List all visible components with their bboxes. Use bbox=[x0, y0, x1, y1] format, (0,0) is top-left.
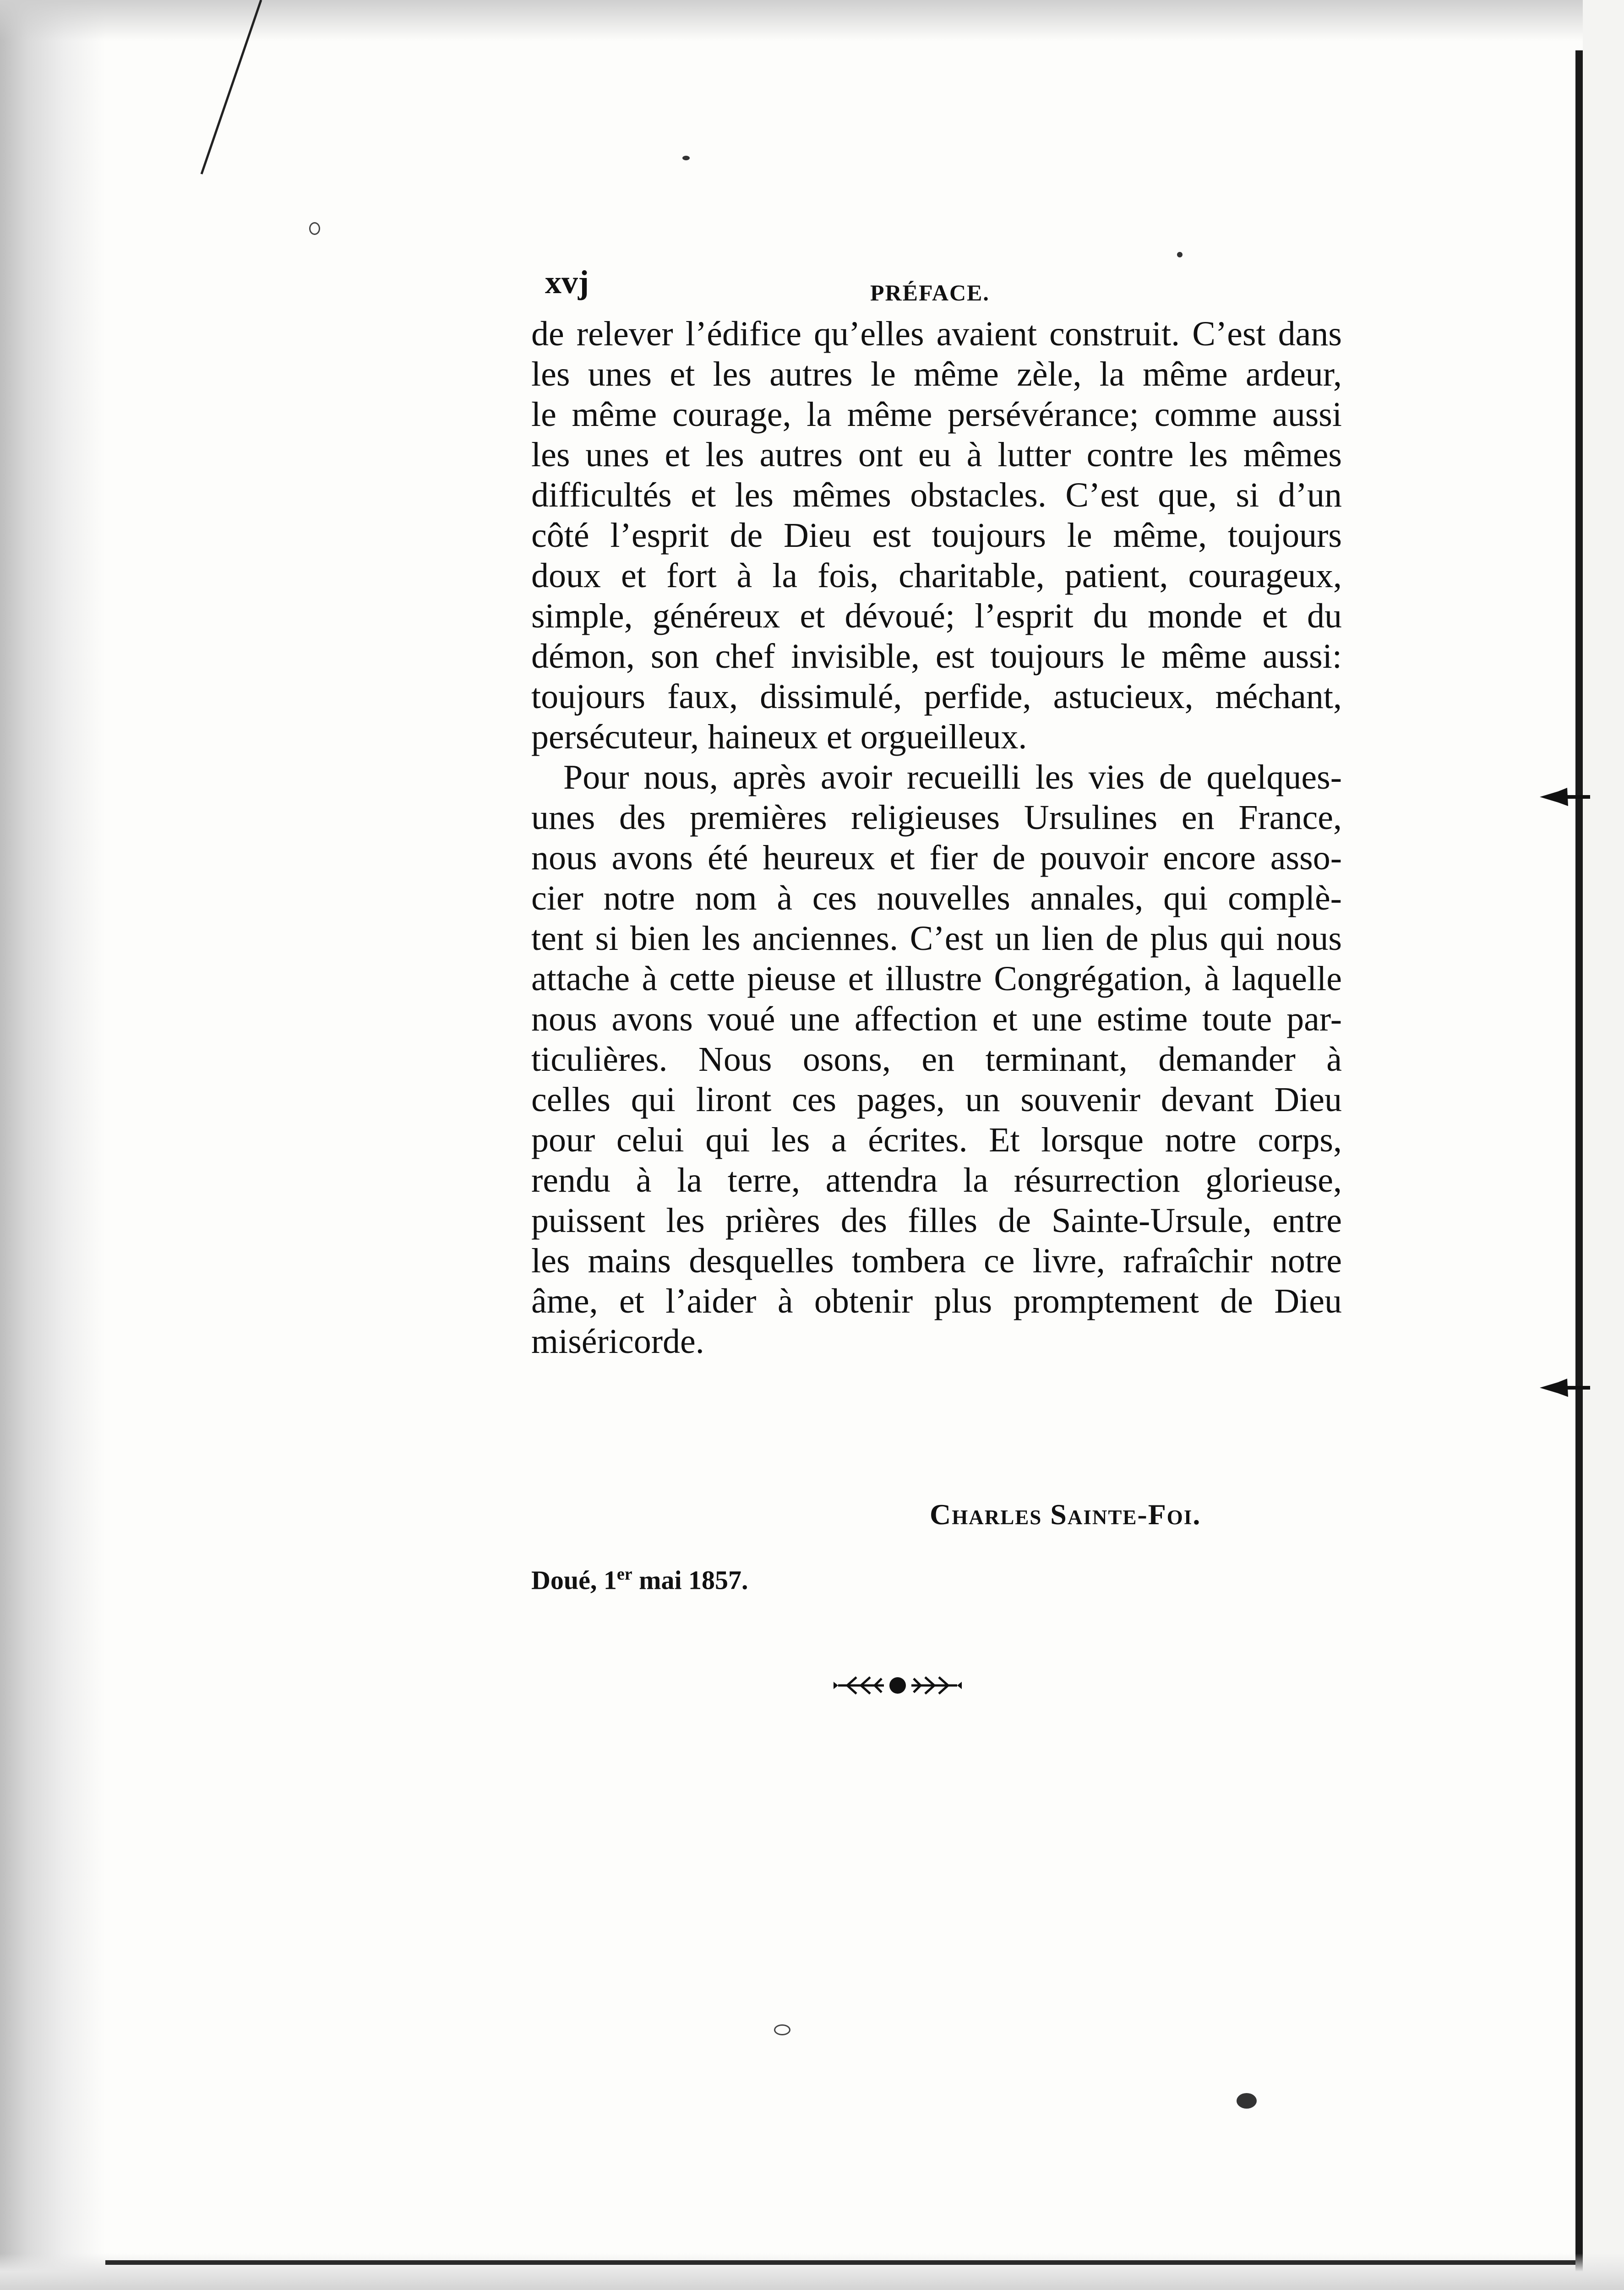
scan-right-border bbox=[1575, 50, 1583, 2276]
fleuron-ornament bbox=[834, 1672, 962, 1699]
text-line: ticulières. Nous osons, en terminant, demander à bbox=[531, 1040, 1342, 1079]
ink-speck bbox=[309, 222, 320, 235]
scan-right-margin bbox=[1583, 0, 1624, 2290]
ink-speck bbox=[1177, 252, 1183, 257]
text-line: miséricorde. bbox=[531, 1322, 704, 1361]
text-line: âme, et l’aider à obtenir plus promptement de Dieu bbox=[531, 1282, 1342, 1320]
scan-left-edge bbox=[0, 0, 105, 2290]
dateline-date: mai 1857. bbox=[632, 1565, 748, 1595]
paragraph-1 bbox=[531, 314, 1342, 757]
text-line: doux et fort à la fois, charitable, patient, courageux, bbox=[531, 556, 1342, 595]
text-line: côté l’esprit de Dieu est toujours le même, toujours bbox=[531, 516, 1342, 555]
ink-speck bbox=[1237, 2093, 1257, 2109]
binding-clip-mark bbox=[1540, 788, 1590, 806]
text-line: puissent les prières des filles de Sainte-Ursule, entre bbox=[531, 1201, 1342, 1240]
text-line: démon, son chef invisible, est toujours le même aussi: bbox=[531, 637, 1342, 676]
text-line: cier notre nom à ces nouvelles annales, qui complè- bbox=[531, 879, 1342, 917]
dateline-place: Doué, 1 bbox=[531, 1565, 617, 1595]
text-line: le même courage, la même persévérance; comme aussi bbox=[531, 395, 1342, 434]
text-line: tent si bien les anciennes. C’est un lien de plus qui nous bbox=[531, 919, 1342, 958]
binding-clip-mark bbox=[1540, 1379, 1590, 1397]
text-line: les unes et les autres ont eu à lutter contre les mêmes bbox=[531, 436, 1342, 474]
text-line: pour celui qui les a écrites. Et lorsque notre corps, bbox=[531, 1121, 1342, 1159]
ink-speck bbox=[774, 2024, 790, 2035]
page-folio: xvj bbox=[545, 264, 589, 300]
text-line: celles qui liront ces pages, un souvenir devant Dieu bbox=[531, 1080, 1342, 1119]
body-text bbox=[531, 314, 1342, 1362]
paragraph-2 bbox=[531, 757, 1342, 1362]
text-line: nous avons été heureux et fier de pouvoir encore asso- bbox=[531, 839, 1342, 877]
text-line: de relever l’édifice qu’elles avaient construit. C’est dans bbox=[531, 315, 1342, 353]
scan-bottom-edge bbox=[0, 2253, 1624, 2290]
text-line: simple, généreux et dévoué; l’esprit du monde et du bbox=[531, 597, 1342, 635]
running-head: PRÉFACE. bbox=[870, 280, 990, 305]
text-line: persécuteur, haineux et orgueilleux. bbox=[531, 718, 1027, 756]
scan-bottom-line bbox=[105, 2260, 1575, 2265]
author-signature: Charles Sainte-Foi. bbox=[930, 1498, 1201, 1531]
ink-speck bbox=[682, 156, 690, 160]
text-line: les mains desquelles tombera ce livre, rafraîchir notre bbox=[531, 1242, 1342, 1280]
dateline bbox=[531, 1564, 748, 1595]
text-line: Pour nous, après avoir recueilli les vies de quelques- bbox=[563, 758, 1342, 796]
text-line: unes des premières religieuses Ursulines en France, bbox=[531, 798, 1342, 837]
text-line: les unes et les autres le même zèle, la même ardeur, bbox=[531, 355, 1342, 393]
text-line: nous avons voué une affection et une estime toute par- bbox=[531, 1000, 1342, 1038]
dateline-ordinal: er bbox=[616, 1565, 632, 1584]
text-line: difficultés et les mêmes obstacles. C’est que, si d’un bbox=[531, 476, 1342, 514]
corner-stroke-mark bbox=[192, 0, 311, 183]
text-line: attache à cette pieuse et illustre Congrégation, à laquelle bbox=[531, 960, 1342, 998]
text-line: toujours faux, dissimulé, perfide, astucieux, méchant, bbox=[531, 677, 1342, 716]
text-line: rendu à la terre, attendra la résurrection glorieuse, bbox=[531, 1161, 1342, 1200]
